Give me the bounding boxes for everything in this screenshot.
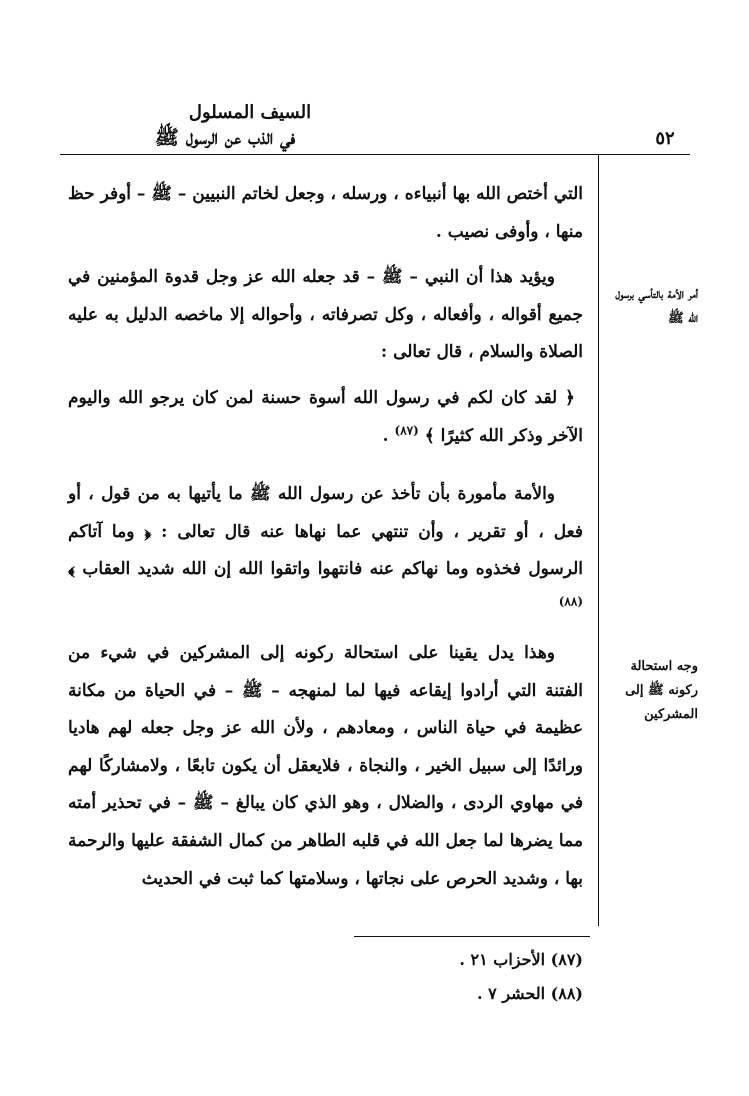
- paragraph-2: ويؤيد هذا أن النبي – ﷺ – قد جعله الله عز وجل قدوة المؤمنين في جميع أقواله ، وأفعاله ، وكل تصرفاته ، وأحواله إلا ماخصه الدليل به عليه الصلاة والسلام ، قال تعالى :: [68, 267, 583, 363]
- paragraph-5: وهذا يدل يقينا على استحالة ركونه إلى المشركين في شيء من الفتنة التي أرادوا إيقاعه فيها لما لمنهجه – ﷺ – في الحياة من مكانة عظيمة في حياة الناس ، ومعادهم ، ولأن الله عز وجل جعله لهم هاديا ورائدًا إلى سبيل الخير ، والنجاة ، فلايعقل أن يكون تابعًا ، ولامشاركًا لهم في مهاوي الردى ، والضلال ، وهو الذي كان يبالغ – ﷺ – في تحذير أمته مما يضرها لما جعل الله في قلبه الطاهر من كمال الشفقة عليها والرحمة بها ، وشديد الحرص على نجاتها ، وسلامتها كما ثبت في الحديث: [68, 643, 583, 889]
- verse-text: ﴿ لقد كان لكم في رسول الله أسوة حسنة لمن كان يرجو الله واليوم الآخر وذكر الله كثيرًا ﴾: [68, 388, 583, 446]
- margin-note-2: وجه استحالة ركونه ﷺ إلى المشركين: [625, 659, 698, 722]
- verse-end: .: [382, 425, 395, 446]
- page-number: ٥٢: [655, 128, 675, 149]
- paragraph-3-quran-verse: [68, 380, 583, 455]
- paragraph-4: [68, 476, 583, 626]
- header-divider: [60, 154, 690, 155]
- footnote-ref-87: (٨٧): [394, 422, 419, 437]
- running-subtitle: في الذب عن الرسول ﷺ: [154, 125, 296, 149]
- margin-note-1: أمر الأمة بالتأسي برسول الله ﷺ: [615, 287, 698, 326]
- footnote-divider: [354, 936, 590, 937]
- paragraph-1: التي أختص الله بها أنبياءه ، ورسله ، وجعل لخاتم النبيين – ﷺ – أوفر حظ منها ، وأوفى نصيب .: [68, 184, 583, 242]
- running-title: السيف المسلول: [188, 102, 312, 123]
- margin-column-divider: [598, 154, 599, 926]
- footnote-ref-88: (٨٨): [558, 594, 583, 609]
- footnote-87: (٨٧) الأحزاب ٢١ .: [459, 950, 583, 969]
- paragraph-4-text: والأمة مأمورة بأن تأخذ عن رسول الله ﷺ ما يأتيها به من قول ، أو فعل ، أو تقرير ، وأن تنتهي عما نهاها عنه قال تعالى : ﴿ وما آتاكم الرسول فخذوه وما نهاكم عنه فانتهوا واتقوا الله إن الله شديد العقاب ﴾: [68, 484, 583, 580]
- footnote-88: (٨٨) الحشر ٧ .: [477, 984, 583, 1003]
